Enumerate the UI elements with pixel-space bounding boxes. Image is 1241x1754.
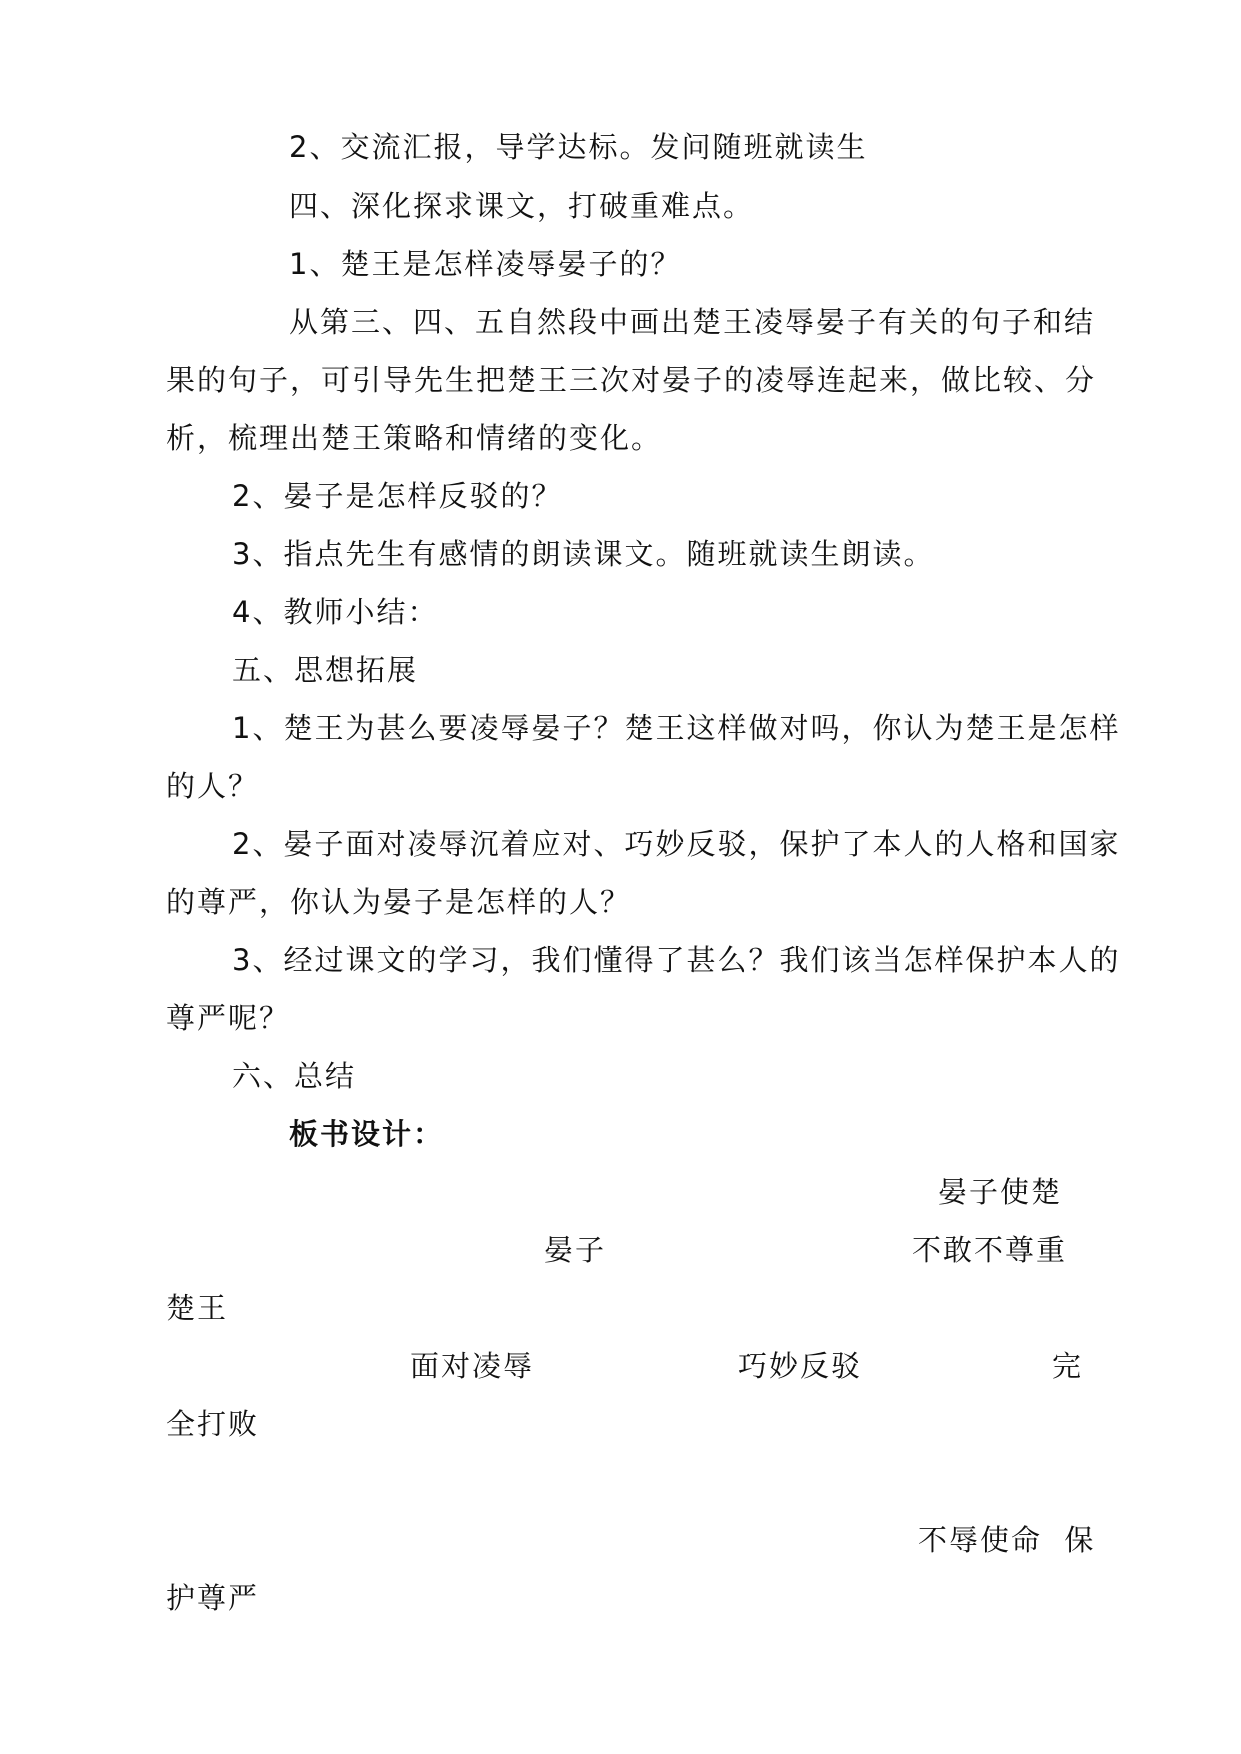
text-line: 2、晏子面对凌辱沉着应对、巧妙反驳，保护了本人的人格和国家 — [232, 827, 1121, 861]
text-line: 五、思想拓展 — [232, 653, 419, 687]
text-line: 的人？ — [166, 769, 260, 803]
board-item: 巧妙反驳 — [738, 1349, 863, 1383]
text-line: 3、指点先生有感情的朗读课文。随班就读生朗读。 — [232, 537, 935, 571]
text-line: 2、晏子是怎样反驳的？ — [232, 479, 563, 513]
board-item: 楚王 — [166, 1291, 229, 1325]
text-line: 析，梳理出楚王策略和情绪的变化。 — [166, 421, 663, 455]
board-item: 完 — [1052, 1349, 1084, 1383]
board-heading: 板书设计： — [289, 1117, 445, 1151]
text-line: 尊严呢？ — [166, 1001, 291, 1035]
text-line: 3、经过课文的学习，我们懂得了甚么？我们该当怎样保护本人的 — [232, 943, 1121, 977]
text-line: 果的句子，可引导先生把楚王三次对晏子的凌辱连起来，做比较、分 — [166, 363, 1097, 397]
text-line: 从第三、四、五自然段中画出楚王凌辱晏子有关的句子和结 — [289, 305, 1096, 339]
board-item: 面对凌辱 — [410, 1349, 535, 1383]
board-item: 不辱使命 保 — [918, 1523, 1096, 1557]
text-line: 4、教师小结： — [232, 595, 439, 629]
text-line: 1、楚王为甚么要凌辱晏子？楚王这样做对吗，你认为楚王是怎样 — [232, 711, 1121, 745]
board-item: 全打败 — [166, 1407, 260, 1441]
text-line: 的尊严，你认为晏子是怎样的人？ — [166, 885, 632, 919]
board-item: 护尊严 — [166, 1581, 260, 1615]
text-line: 四、深化探求课文，打破重难点。 — [289, 189, 755, 223]
board-item: 晏子使楚 — [938, 1175, 1063, 1209]
board-item: 不敢不尊重 — [912, 1233, 1068, 1267]
text-line: 2、交流汇报，导学达标。发问随班就读生 — [289, 130, 868, 164]
text-line: 六、总结 — [232, 1059, 357, 1093]
board-item: 晏子 — [544, 1233, 607, 1267]
text-line: 1、楚王是怎样凌辱晏子的？ — [289, 247, 682, 281]
